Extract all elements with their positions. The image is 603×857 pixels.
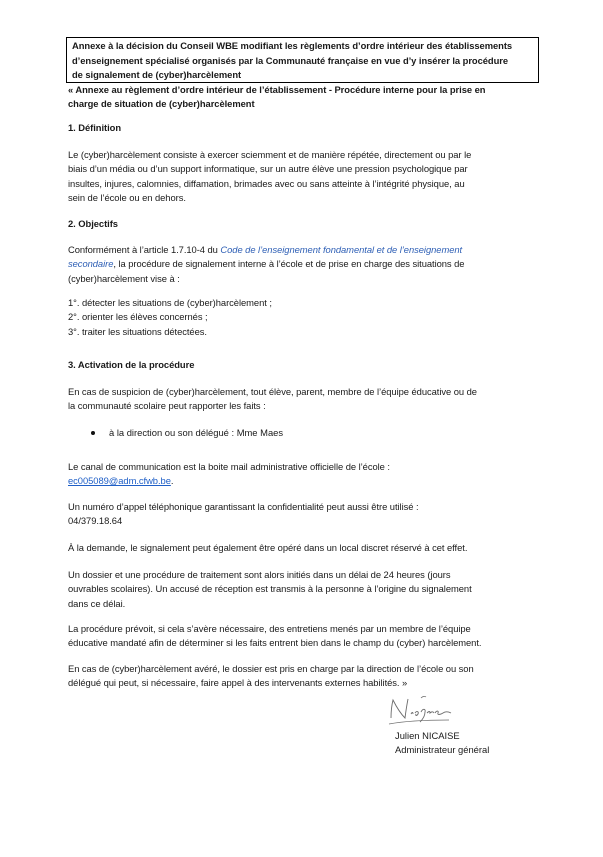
objective-item: 2°. orienter les élèves concernés ; bbox=[68, 311, 208, 323]
signatory-name: Julien NICAISE bbox=[395, 730, 460, 741]
paragraph-line bbox=[68, 243, 538, 257]
section-1-paragraph bbox=[68, 148, 538, 205]
paragraph-line: La procédure prévoit, si cela s’avère nécessaire, des entretiens menés par un membre de l’équipe bbox=[68, 623, 471, 634]
bullet-item bbox=[91, 426, 283, 440]
paragraph-line: insultes, injures, calomnies, diffamation, brimades avec ou sans atteinte à l’intégrité physique, au bbox=[68, 177, 465, 189]
intro-prefix: Conformément à l’article 1.7.10-4 du bbox=[68, 244, 221, 255]
mail-paragraph bbox=[68, 460, 538, 489]
annex-title-line: charge de situation de (cyber)harcèlement bbox=[68, 98, 255, 110]
final-paragraph bbox=[68, 662, 538, 691]
paragraph-line: Un numéro d’appel téléphonique garantissant la confidentialité peut aussi être utilisé : bbox=[68, 501, 419, 512]
annex-title-line: « Annexe au règlement d’ordre intérieur de l’établissement - Procédure interne pour la prise en bbox=[68, 84, 486, 95]
bullet-text: à la direction ou son délégué : Mme Maes bbox=[109, 427, 284, 438]
paragraph-line: sein de l’école ou en dehors. bbox=[68, 191, 186, 203]
paragraph-line: éducative mandaté afin de déterminer si les faits entrent bien dans le champ du (cyber) harcèlement. bbox=[68, 637, 482, 649]
header-line: Annexe à la décision du Conseil WBE modifiant les règlements d’ordre intérieur des établissements bbox=[72, 40, 513, 51]
paragraph-line: Le (cyber)harcèlement consiste à exercer sciemment et de manière répétée, directement ou par le bbox=[68, 149, 472, 160]
header-line: d’enseignement spécialisé organisés par la Communauté française en vue d’y insérer la procédure bbox=[72, 54, 509, 66]
paragraph-line: Le canal de communication est la boite mail administrative officielle de l’école : bbox=[68, 461, 390, 472]
procedure-paragraph bbox=[68, 622, 538, 651]
paragraph-line: Un dossier et une procédure de traitement sont alors initiés dans un délai de 24 heures (jours bbox=[68, 569, 451, 580]
email-link[interactable]: ec005089@adm.cfwb.be bbox=[68, 475, 171, 487]
annex-title bbox=[68, 83, 538, 112]
paragraph-line: (cyber)harcèlement vise à : bbox=[68, 272, 180, 284]
mail-suffix: . bbox=[170, 475, 174, 487]
phone-paragraph bbox=[68, 500, 538, 529]
intro-rest: , la procédure de signalement interne à l’école et de prise en charge des situations de bbox=[113, 258, 465, 270]
section-3-intro bbox=[68, 385, 538, 414]
code-link-continued[interactable]: secondaire bbox=[68, 258, 114, 270]
paragraph-line: En cas de suspicion de (cyber)harcèlement, tout élève, parent, membre de l’équipe éducative ou de bbox=[68, 386, 477, 397]
paragraph-line: biais d’un média ou d’un support informatique, sur un autre élève une pression psychologique par bbox=[68, 163, 468, 175]
section-2-intro bbox=[68, 243, 538, 286]
handwritten-signature bbox=[385, 694, 465, 728]
decision-header-box bbox=[66, 37, 539, 83]
paragraph-line: la communauté scolaire peut rapporter les faits : bbox=[68, 400, 266, 412]
bullet-icon bbox=[91, 431, 95, 435]
paragraph-line: délégué qui peut, si nécessaire, faire appel à des intervenants externes habilités. » bbox=[68, 677, 408, 689]
header-line: de signalement de (cyber)harcèlement bbox=[72, 69, 242, 81]
paragraph-line: dans ce délai. bbox=[68, 597, 126, 609]
signatory-title: Administrateur général bbox=[395, 744, 490, 755]
code-link[interactable]: Code de l’enseignement fondamental et de l’enseignement bbox=[220, 244, 463, 255]
dossier-paragraph bbox=[68, 568, 538, 611]
section-3-heading: 3. Activation de la procédure bbox=[68, 359, 195, 370]
paragraph-line bbox=[68, 474, 538, 488]
paragraph-line bbox=[68, 257, 538, 271]
local-paragraph: À la demande, le signalement peut également être opéré dans un local discret réservé à cet effet. bbox=[68, 542, 468, 553]
phone-number: 04/379.18.64 bbox=[68, 515, 123, 527]
paragraph-line: En cas de (cyber)harcèlement avéré, le dossier est pris en charge par la direction de l’école ou son bbox=[68, 663, 474, 674]
objective-item: 1°. détecter les situations de (cyber)harcèlement ; bbox=[68, 297, 272, 308]
objectives-list bbox=[68, 296, 538, 339]
section-2-heading: 2. Objectifs bbox=[68, 218, 118, 229]
objective-item: 3°. traiter les situations détectées. bbox=[68, 325, 207, 337]
paragraph-line: ouvrables scolaires). Un accusé de réception est transmis à la personne à l’origine du signalement bbox=[68, 583, 472, 595]
section-1-heading: 1. Définition bbox=[68, 122, 121, 133]
